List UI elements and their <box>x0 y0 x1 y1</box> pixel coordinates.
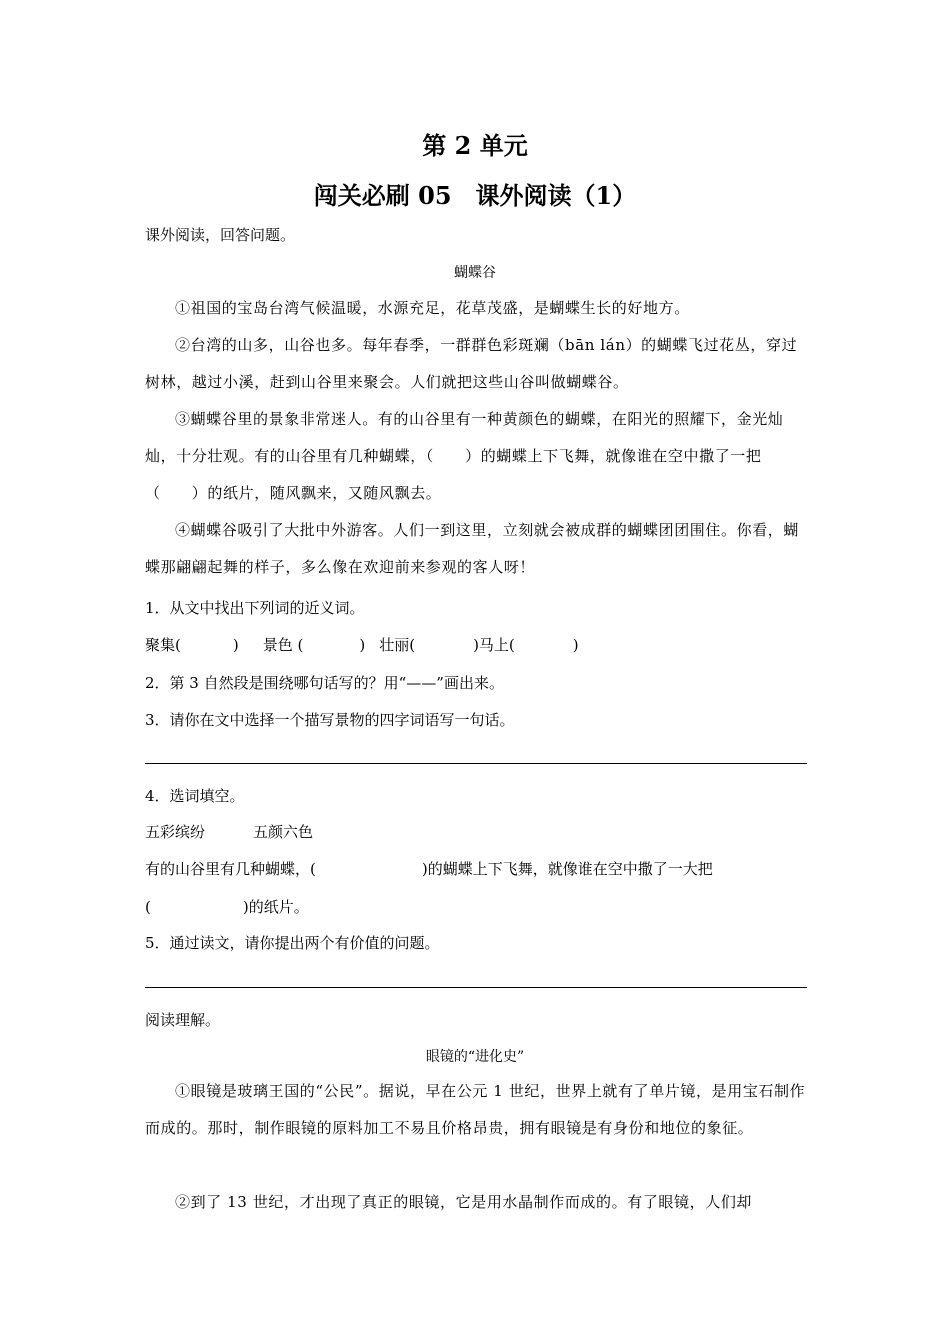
answer-line-q5[interactable] <box>145 987 807 988</box>
section1-instruction: 课外阅读，回答问题。 <box>145 226 296 244</box>
q1-word-2: 景色 ( <box>262 636 304 654</box>
q1-word-3: 壮丽( <box>379 636 416 654</box>
answer-line-q3[interactable] <box>145 763 807 764</box>
q1-word-4-close: ) <box>572 636 579 654</box>
question-2: 2．第 3 自然段是围绕哪句话写的？用“——”画出来。 <box>145 674 504 692</box>
q4-sentence-part-1: 有的山谷里有几种蝴蝶，( <box>145 860 316 878</box>
question-5: 5．通过读文，请你提出两个有价值的问题。 <box>145 934 440 952</box>
passage1-paragraph-2: ②台湾的山多，山谷也多。每年春季，一群群色彩斑斓（bān lán）的蝴蝶飞过花丛，穿过树林，越过小溪，赶到山谷里来聚会。人们就把这些山谷叫做蝴蝶谷。 <box>145 336 798 391</box>
passage2-paragraph-2: ②到了 13 世纪，才出现了真正的眼镜，它是用水晶制作而成的。有了眼镜，人们却 <box>175 1193 753 1211</box>
passage2-paragraph-1: ①眼镜是玻璃王国的“公民”。据说，早在公元 1 世纪，世界上就有了单片镜，是用宝石制作而成的。那时，制作眼镜的原料加工不易且价格昂贵，拥有眼镜是有身份和地位的象征。 <box>145 1082 806 1137</box>
passage1-paragraph-3: ③蝴蝶谷里的景象非常迷人。有的山谷里有一种黄颜色的蝴蝶，在阳光的照耀下，金光灿灿，十分壮观。有的山谷里有几种蝴蝶，（ ）的蝴蝶上下飞舞，就像谁在空中撒了一把（ ）的纸片，随风飘来，又随风飘去。 <box>145 410 784 502</box>
q4-option-2: 五颜六色 <box>253 823 314 841</box>
q1-word-4: )马上( <box>473 636 515 654</box>
question-4-line-2 <box>145 896 309 917</box>
q1-word-1-close: ) <box>232 636 239 654</box>
question-3: 3．请你在文中选择一个描写景物的四字词语写一句话。 <box>145 711 515 729</box>
passage1-paragraph-4: ④蝴蝶谷吸引了大批中外游客。人们一到这里，立刻就会被成群的蝴蝶团团围住。你看，蝴蝶那翩翩起舞的样子，多么像在欢迎前来参观的客人呀！ <box>145 521 800 576</box>
question-4-line-1 <box>145 858 713 879</box>
question-4: 4．选词填空。 <box>145 787 245 805</box>
q4-option-1: 五彩缤纷 <box>145 823 206 841</box>
question-1-words <box>145 634 579 655</box>
passage2-title: 眼镜的“进化史” <box>425 1049 525 1065</box>
q4-sentence-part-2: )的蝴蝶上下飞舞，就像谁在空中撒了一大把 <box>421 860 713 878</box>
question-4-options <box>145 821 313 842</box>
unit-title: 第 2 单元 <box>422 131 528 160</box>
passage1-paragraph-1: ①祖国的宝岛台湾气候温暖，水源充足，花草茂盛，是蝴蝶生长的好地方。 <box>175 299 690 317</box>
q1-word-2-close: ) <box>359 636 366 654</box>
passage1-title: 蝴蝶谷 <box>454 265 496 281</box>
q4-sentence-part-4: )的纸片。 <box>242 898 309 916</box>
q1-word-1: 聚集( <box>145 636 181 654</box>
q4-sentence-part-3: ( <box>145 898 151 916</box>
lesson-title: 闯关必刷 05 课外阅读（1） <box>313 181 637 210</box>
question-1: 1．从文中找出下列词的近义词。 <box>145 599 365 617</box>
section2-instruction: 阅读理解。 <box>145 1011 221 1029</box>
